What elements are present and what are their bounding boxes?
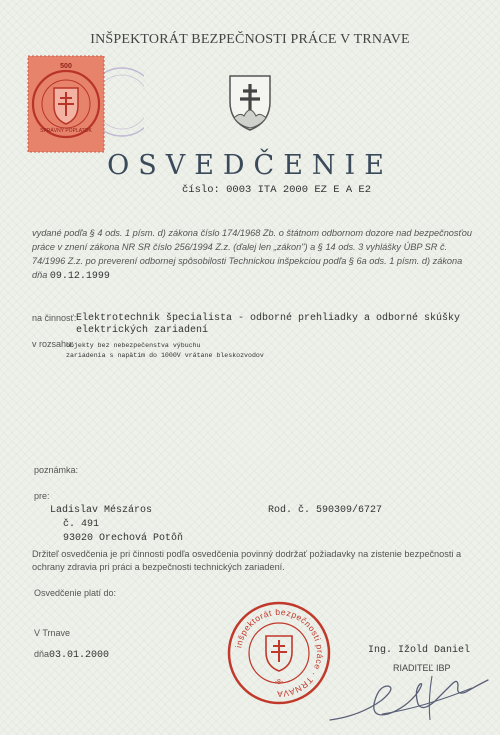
stamp-number: -8- <box>274 679 284 686</box>
issue-place: V Trnave <box>34 628 71 638</box>
activity-label: na činnosť: <box>32 313 77 323</box>
official-round-stamp <box>226 600 332 706</box>
scope-label: v rozsahu: <box>32 339 74 349</box>
holder-address-line-1: č. 491 <box>63 519 100 530</box>
note-label: poznámka: <box>34 465 79 475</box>
stamp-circular-text: inšpektorát bezpečnosti práce · TRNAVA <box>233 606 326 700</box>
slovak-coat-of-arms-icon <box>228 74 272 132</box>
fee-stamp <box>22 52 144 162</box>
obligation-paragraph: Držiteľ osvedčenia je pri činnosti podľa osvedčenia povinný dodržať požiadavky na zistenie bezpečnosti a ochrany zdravia pri práci a bezpečnosti technických zariadení. <box>32 549 462 572</box>
birth-number: Rod. č. 590309/6727 <box>268 505 383 516</box>
issuer-header: INŠPEKTORÁT BEZPEČNOSTI PRÁCE V TRNAVE <box>90 32 410 47</box>
fee-stamp-label: SPRÁVNY POPLATOK <box>40 128 92 134</box>
issue-date-label: dňa <box>34 649 50 659</box>
scope-line-2: zariadenia s napätím do 1000V vrátane bleskozvodov <box>66 352 264 359</box>
activity-line-2: elektrických zariadení <box>76 325 209 336</box>
signatory-role: RIADITEĽ IBP <box>393 663 451 673</box>
examination-date: 09.12.1999 <box>49 271 110 282</box>
holder-address-line-2: 93020 Orechová Potôň <box>63 533 184 544</box>
signatory-name: Ing. Ižold Daniel <box>368 645 471 656</box>
holder-label: pre: <box>34 491 50 501</box>
document-title: OSVEDČENIE <box>107 150 393 181</box>
legal-basis-paragraph <box>32 226 474 284</box>
fee-stamp-value: 500 <box>60 63 72 70</box>
handwritten-signature <box>322 668 492 730</box>
certificate-number: číslo: 0003 ITA 2000 EZ E A E2 <box>182 184 372 196</box>
holder-name: Ladislav Mészáros <box>50 505 153 516</box>
issue-date: 03.01.2000 <box>49 650 110 661</box>
legal-basis-text: vydané podľa § 4 ods. 1 písm. d) zákona číslo 174/1968 Zb. o štátnom odbornom dozore nad bezpečnosťou práce v znení zákona NR SR číslo 256/1994 Z.z. (ďalej len „zákon") a § 14 ods. 3 vyhlášky ÚBP SR č. 74/1996 Z.z. po preverení odbornej spôsobilosti Technickou inšpekciou podľa § 6a ods. 1 písm. d) zákona dňa <box>32 228 472 280</box>
issue-date-row <box>34 644 109 662</box>
activity-line-1: Elektrotechnik špecialista - odborné prehliadky a odborné skúšky <box>76 313 461 324</box>
validity-label: Osvedčenie platí do: <box>34 588 117 598</box>
scope-line-1: objekty bez nebezpečenstva výbuchu <box>66 342 201 349</box>
